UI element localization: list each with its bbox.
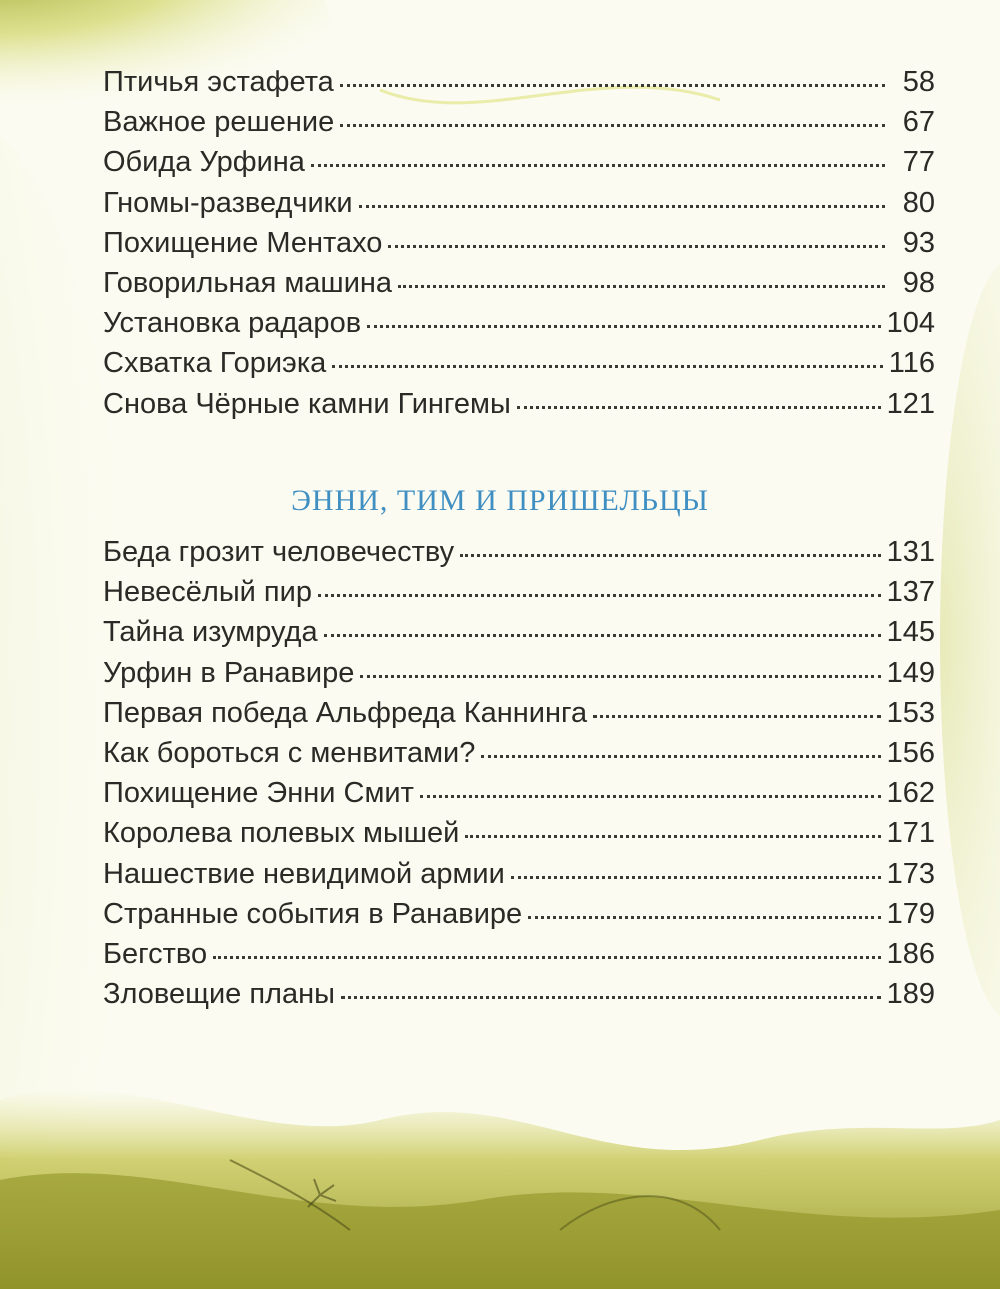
dot-leader [332,364,882,368]
dot-leader [324,633,881,637]
dot-leader [593,714,881,718]
entry-page: 156 [886,736,935,769]
dot-leader [318,593,881,597]
entry-page: 98 [902,266,935,299]
entry-page: 186 [886,937,935,970]
entry-page: 58 [902,66,935,98]
entry-title: Странные события в Ранавире [103,897,523,930]
toc-entry[interactable] [103,733,935,773]
toc-entry[interactable] [103,223,935,263]
entry-page: 80 [902,186,935,219]
dot-leader [311,163,885,167]
entry-title: Бегство [103,937,208,970]
entry-page: 131 [886,536,935,568]
entry-title: Зловещие планы [103,978,335,1011]
entry-title: Королева полевых мышей [103,817,460,850]
toc-entry[interactable] [103,693,935,733]
dot-leader [481,754,880,758]
dot-leader [360,674,880,678]
toc-part-1 [103,62,935,424]
entry-page: 162 [886,777,935,810]
entry-page: 67 [902,106,935,139]
toc-entry[interactable] [103,894,935,934]
entry-title: Как бороться с менвитами? [103,736,476,769]
entry-page: 189 [886,978,935,1011]
entry-page: 121 [886,387,935,420]
dot-leader [420,794,881,798]
toc-entry[interactable] [103,974,935,1014]
entry-title: Говорильная машина [103,266,393,299]
dot-leader [359,204,885,208]
entry-title: Птичья эстафета [103,66,334,98]
entry-page: 145 [886,616,935,649]
dot-leader [528,915,880,919]
entry-page: 104 [886,307,935,340]
toc-entry[interactable] [103,384,935,424]
toc-entry[interactable] [103,183,935,223]
toc-entry[interactable] [103,813,935,853]
dot-leader [460,553,880,557]
section-heading: ЭННИ, ТИМ И ПРИШЕЛЬЦЫ [291,484,709,517]
toc-entry[interactable] [103,572,935,612]
dot-leader [465,834,880,838]
entry-title: Тайна изумруда [103,616,318,649]
entry-page: 149 [886,656,935,689]
toc-entry[interactable] [103,263,935,303]
toc-entry[interactable] [103,854,935,894]
entry-page: 173 [886,857,935,890]
toc-entry[interactable] [103,343,935,383]
dot-leader [213,955,881,959]
entry-page: 93 [902,226,935,259]
entry-page: 116 [888,347,935,380]
entry-title: Похищение Энни Смит [103,777,414,810]
dot-leader [388,244,885,248]
entry-title: Гномы-разведчики [103,186,353,219]
dot-leader [517,405,881,409]
entry-page: 179 [886,897,935,930]
dot-leader [398,284,885,288]
toc-entry[interactable] [103,934,935,974]
toc-entry[interactable] [103,532,935,572]
dot-leader [511,875,881,879]
entry-title: Невесёлый пир [103,576,312,609]
entry-title: Установка радаров [103,307,362,340]
dot-leader [340,123,885,127]
entry-title: Обида Урфина [103,146,305,179]
toc-entry[interactable] [103,773,935,813]
toc-entry[interactable] [103,303,935,343]
toc-entry[interactable] [103,653,935,693]
toc-entry[interactable] [103,612,935,652]
entry-title: Важное решение [103,106,335,139]
entry-title: Снова Чёрные камни Гингемы [103,387,511,420]
entry-page: 137 [886,576,935,609]
toc-entry[interactable] [103,142,935,182]
entry-title: Первая победа Альфреда Каннинга [103,696,588,729]
entry-page: 153 [886,696,935,729]
toc-part-2 [103,532,935,1014]
dot-leader [341,995,881,999]
entry-page: 77 [902,146,935,179]
entry-title: Схватка Гориэка [103,347,327,380]
entry-title: Похищение Ментахо [103,226,383,259]
toc-entry[interactable] [103,62,935,102]
toc-entry[interactable] [103,102,935,142]
entry-title: Беда грозит человечеству [103,536,455,568]
dot-leader [340,83,885,87]
entry-title: Нашествие невидимой армии [103,857,505,890]
entry-page: 171 [886,817,935,850]
dot-leader [367,324,881,328]
entry-title: Урфин в Ранавире [103,656,355,689]
